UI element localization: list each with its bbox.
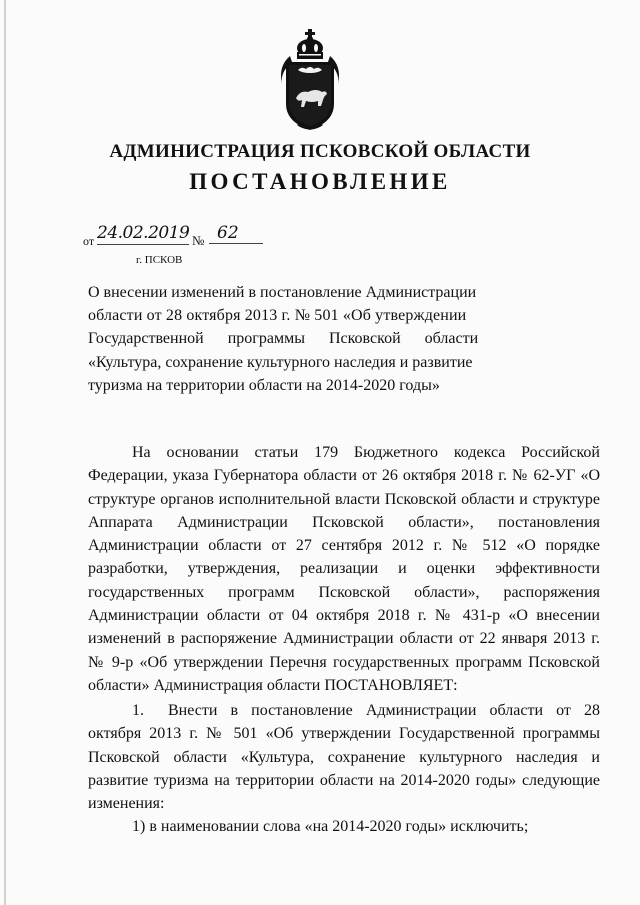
date-prefix: от [83,234,95,248]
number-prefix: № [192,233,205,248]
document-subject [88,281,518,397]
subject-line: О внесении изменений в постановление Администрации [88,284,477,301]
subject-line: области от 28 октября 2013 г. № 501 «Об утверждении [88,307,467,325]
handwritten-date: 24.02.2019 [97,223,190,243]
item-1-paragraph [88,699,600,815]
subitem-1-paragraph: 1) в наименовании слова «на 2014-2020 годы» исключить; [132,818,529,835]
item-1-number: 1. [132,702,144,719]
subject-line: «Культура, сохранение культурного наследия и развитие [88,353,473,371]
organization-name: АДМИНИСТРАЦИЯ ПСКОВСКОЙ ОБЛАСТИ [109,141,531,162]
city-label: г. ПСКОВ [136,254,183,266]
page-edge-shadow [4,0,6,905]
registration-line [83,225,283,251]
pskov-coat-of-arms-icon [268,26,352,134]
item-1-text: Внести в постановление Администрации области от 28 октября 2013 г. № 501 «Об утверждении Государственной программы Псковской области «Культура, сохранение культурного наследия и развитие туризма на территории области на 2014-2020 годы» следующие изменения: [88,702,600,813]
handwritten-number: 62 [209,223,263,244]
document-type-title: ПОСТАНОВЛЕНИЕ [189,169,451,194]
subject-line: туризма на территории области на 2014-2020 годы» [88,376,440,394]
subject-line: Государственной программы Псковской области [88,330,479,348]
preamble-paragraph: На основании статьи 179 Бюджетного кодекса Российской Федерации, указа Губернатора области от 26 октября 2018 г. № 62-УГ «О структуре органов исполнительной власти Псковской области и структуре Аппарата Администрации Псковской области», постановления Администрации области от 27 сентября 2012 г. № 512 «О порядке разработки, утверждения, реализации и оценки эффективности государственных программ Псковской области», распоряжения Администрации области от 04 октября 2018 г. № 431-р «О внесении изменений в распоряжение Администрации области от 22 января 2013 г. № 9-р «Об утверждении Перечня государственных программ Псковской области» Администрация области ПОСТАНОВЛЯЕТ: [88,444,600,694]
